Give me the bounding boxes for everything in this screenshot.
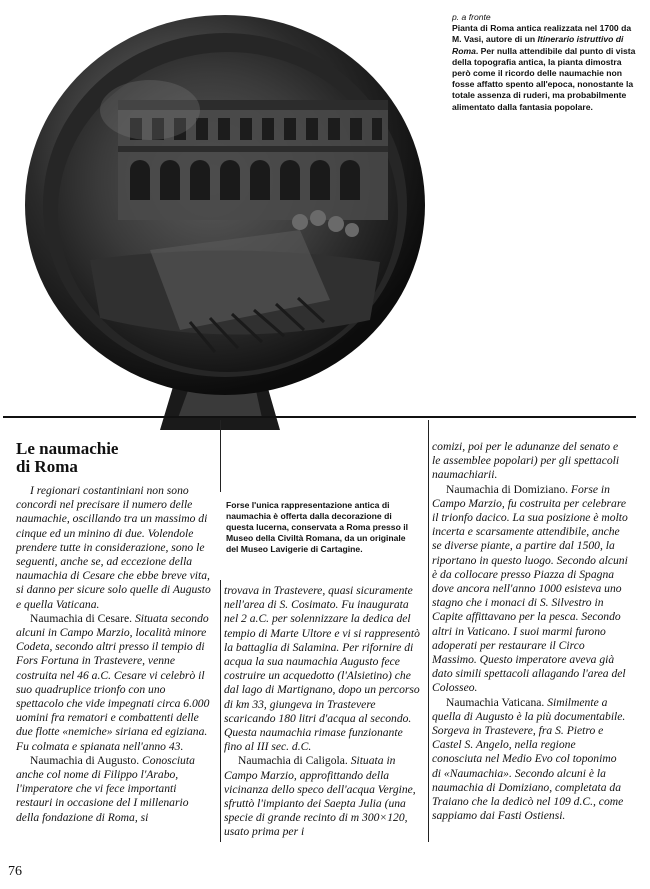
caption-text-italic: Itinerario istruttivo di Roma	[452, 34, 624, 56]
paragraph	[432, 483, 628, 696]
title-line-2: di Roma	[16, 457, 78, 476]
column-1	[16, 484, 212, 825]
paragraph-heading: Naumachia di Caligola.	[238, 754, 348, 768]
column-divider-1b	[220, 580, 221, 842]
paragraph	[432, 696, 628, 824]
column-divider-1	[220, 420, 221, 492]
paragraph	[432, 440, 628, 483]
paragraph	[16, 754, 212, 825]
caption-text	[452, 23, 635, 111]
photo-caption-middle: Forse l'unica rappresentazione antica di naumachia è offerta dalla decorazione di questa lucerna, conservata a Roma presso il Museo della Civiltà Romana, da un originale del Museo Lavigerie di Cartagine.	[226, 500, 408, 554]
paragraph-text: I regionari costantiniani non sono concordi nel precisare il numero delle naumachie, oscillando tra un massimo di cinque ed un minino di due. Volendole prendere tutte in considerazione, sono le seguenti, anche se, ad eccezione della naumachia di Cesare che ebbe breve vita, si danno per sicure solo quelle di Augusto e quella Vaticana.	[16, 484, 211, 611]
section-rule	[3, 416, 636, 418]
paragraph-heading: Naumachia Vaticana.	[446, 695, 545, 709]
photo-caption-top	[452, 12, 642, 113]
caption-text-part1: Pianta di Roma antica realizzata nel 1700 da M. Vasi, autore di un	[452, 23, 632, 45]
paragraph	[16, 484, 212, 612]
caption-text-part2: . Per nulla attendibile dal punto di vista della topografia antica, la pianta dimostra però come il ricordo delle naumachie non fosse affatto spento all'epoca, nonostante la totale assenza di ruderi, ma probabilmente alimentato dalla fantasia popolare.	[452, 45, 636, 112]
paragraph-heading: Naumachia di Cesare.	[30, 611, 133, 625]
paragraph-text: Similmente a quella di Augusto è la più documentabile. Sorgeva in Trastevere, fra S. Pietro e Castel S. Angelo, nella regione conosciuta nel Medio Evo col toponimo di «Naumachia». Secondo alcuni è la naumachia di Domiziano, completata da Traiano che la dedicò nel 109 d.C., come sappiamo dai Fasti Ostiensi.	[432, 695, 626, 823]
article-title	[16, 440, 212, 476]
paragraph	[16, 612, 212, 754]
title-line-1: Le naumachie	[16, 439, 119, 458]
lamp-photo	[0, 0, 440, 430]
caption-kicker: p. a fronte	[452, 12, 491, 22]
paragraph-text: Conosciuta anche col nome di Filippo l'Arabo, l'imperatore che vi fece importanti restauri in occasione del I millenario della fondazione di Roma, si	[16, 753, 195, 824]
column-2	[224, 584, 420, 840]
paragraph-heading: Naumachia di Domiziano.	[446, 482, 569, 496]
column-divider-2	[428, 420, 429, 842]
paragraph-text: Situata secondo alcuni in Campo Marzio, località minore Codeta, secondo altri presso il tempio di Fors Fortuna in Trastevere, venne costruita nel 46 a.C. Cesare vi celebrò il suo quadruplice trionfo con uno spettacolo che vide impegnati circa 6.000 uomini fra rematori e combattenti delle due flotte «nemiche» siriana ed egiziana. Fu colmata e spianata nell'anno 43.	[16, 611, 210, 753]
column-3	[432, 440, 628, 823]
paragraph-text: Situata in Campo Marzio, approfittando della vicinanza dello speco dell'acqua Vergine, sfruttò l'impianto dei Saepta Julia (una specie di grande recinto di m 300×120, usato prima per i	[224, 754, 416, 839]
paragraph	[224, 754, 420, 839]
paragraph-text: Forse in Campo Marzio, fu costruita per celebrare il trionfo dacico. La sua posizione è molto incerta e scarsamente attendibile, anche se diverse piante, a partire dal 1500, la riportano in questo luogo. Secondo alcuni è da collocare presso Piazza di Spagna dove ancora nell'anno 1000 esisteva uno stagno che i monaci di S. Silvestro in Capite affittavano per la pesca. Secondo altri in Vaticano. I suoi marmi furono adoperati per restaurare il Circo Massimo. Questo imperatore aveva già dato simili spettacoli allagando l'area del Colosseo.	[432, 482, 628, 695]
paragraph	[224, 584, 420, 754]
paragraph-heading: Naumachia di Augusto.	[30, 753, 140, 767]
paragraph-text: comizi, poi per le adunanze del senato e le assemblee popolari) per gli spettacoli naumachiarii.	[432, 440, 620, 482]
page-number: 76	[8, 864, 22, 879]
paragraph-text: trovava in Trastevere, quasi sicuramente nell'area di S. Cosimato. Fu inaugurata nel 2 a.C. per solennizzare la dedica del tempio di Marte Ultore e vi si rappresentò la battaglia di Salamina. Per rifornire di acqua la sua naumachia Augusto fece costruire un acquedotto (l'Alsietino) che dal lago di Martignano, dopo un percorso di km 33, giungeva in Trastevere scaricando 180 litri d'acqua al secondo. Questa naumachia rimase funzionante fino al III sec. d.C.	[224, 584, 420, 754]
